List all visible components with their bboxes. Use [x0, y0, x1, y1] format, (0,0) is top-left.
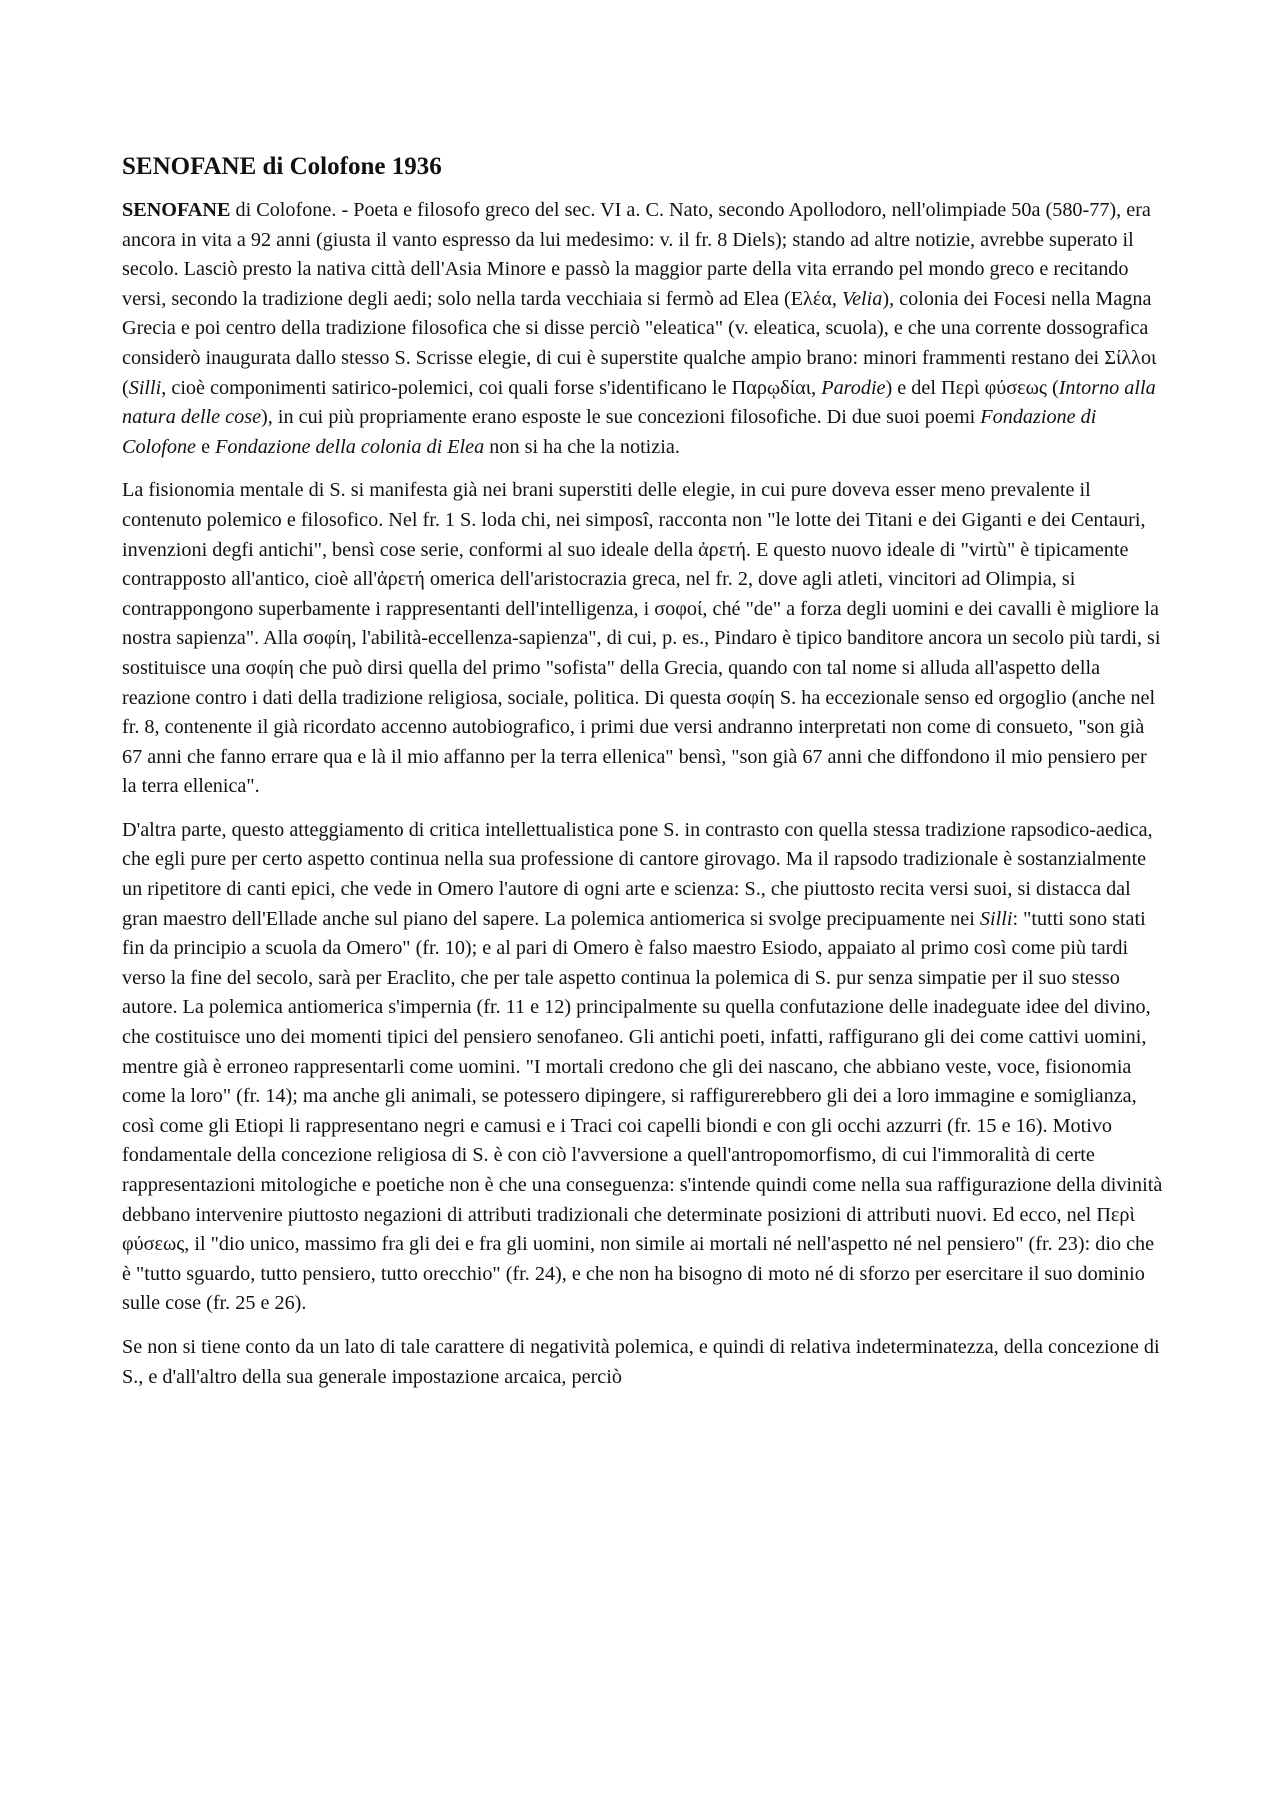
- lead-term: SENOFANE: [122, 199, 231, 221]
- paragraph-4: Se non si tiene conto da un lato di tale carattere di negatività polemica, e quindi di relativa indeterminatezza, della concezione di S., e d'all'altro della sua generale impostazione arcaica, perciò: [122, 1335, 1160, 1388]
- paragraph-3: D'altra parte, questo atteggiamento di critica intellettualistica pone S. in contrasto con quella stessa tradizione rapsodico-aedica, che egli pure per certo aspetto continua nella sua professione di cantore girovago. Ma il rapsodo tradizionale è sostanzialmente un ripetitore di canti epici, che vede in Omero l'autore di ogni arte e scienza: S., che piuttosto recita versi suoi, si distacca dal gran maestro dell'Ellade anche sul piano del sapere. La polemica antiomerica si svolge precipuamente nei Silli: "tutti sono stati fin da principio a scuola da Omero" (fr. 10); e al pari di Omero è falso maestro Esiodo, appaiato al primo così come più tardi verso la fine del secolo, sarà per Eraclito, che per tale aspetto continua la polemica di S. pur senza simpatie per il suo stesso autore. La polemica antiomerica s'impernia (fr. 11 e 12) principalmente su quella confutazione delle inadeguate idee del divino, che costituisce uno dei momenti tipici del pensiero senofaneo. Gli antichi poeti, infatti, raffigurano gli dei come cattivi uomini, mentre già è erroneo rappresentarli come uomini. "I mortali credono che gli dei nascano, che abbiano veste, voce, fisionomia come la loro" (fr. 14); ma anche gli animali, se potessero dipingere, si raffigurerebbero gli dei a loro immagine e somiglianza, così come gli Etiopi li rappresentano negri e camusi e i Traci coi capelli biondi e con gli occhi azzurri (fr. 15 e 16). Motivo fondamentale della concezione religiosa di S. è con ciò l'avversione a quell'antropomorfismo, di cui l'immoralità di certe rappresentazioni mitologiche e poetiche non è che una conseguenza: s'intende quindi come nella sua raffigurazione della divinità debbano intervenire piuttosto negazioni di attributi tradizionali che determinate posizioni di attributi nuovi. Ed ecco, nel Περὶ φύσεως, il "dio unico, massimo fra gli dei e fra gli uomini, non simile ai mortali né nell'aspetto né nel pensiero" (fr. 23): dio che è "tutto sguardo, tutto pensiero, tutto orecchio" (fr. 24), e che non ha bisogno di moto né di sforzo per esercitare il suo dominio sulle cose (fr. 25 e 26).: [122, 818, 1163, 1315]
- paragraph-1: SENOFANE di Colofone. - Poeta e filosofo greco del sec. VI a. C. Nato, secondo Apollodoro, nell'olimpiade 50a (580-77), era ancora in vita a 92 anni (giusta il vanto espresso da lui medesimo: v. il fr. 8 Diels); stando ad altre notizie, avrebbe superato il secolo. Lasciò presto la nativa città dell'Asia Minore e passò la maggior parte della vita errando pel mondo greco e recitando versi, secondo la tradizione degli aedi; solo nella tarda vecchiaia si fermò ad Elea (Ελέα, Velia), colonia dei Focesi nella Magna Grecia e poi centro della tradizione filosofica che si disse perciò "eleatica" (v. eleatica, scuola), e che una corrente dossografica considerò inaugurata dallo stesso S. Scrisse elegie, di cui è superstite qualche ampio brano: minori frammenti restano dei Σίλλοι (Silli, cioè componimenti satirico-polemici, coi quali forse s'identificano le Παρῳδίαι, Parodie) e del Περὶ φύσεως (Intorno alla natura delle cose), in cui più propriamente erano esposte le sue concezioni filosofiche. Di due suoi poemi Fondazione di Colofone e Fondazione della colonia di Elea non si ha che la notizia.: [122, 199, 1157, 458]
- paragraph-2: La fisionomia mentale di S. si manifesta già nei brani superstiti delle elegie, in cui pure doveva esser meno prevalente il contenuto polemico e filosofico. Nel fr. 1 S. loda chi, nei simposî, racconta non "le lotte dei Titani e dei Giganti e dei Centauri, invenzioni degfi antichi", bensì cose serie, conformi al suo ideale della ἀρετή. E questo nuovo ideale di "virtù" è tipicamente contrapposto all'antico, cioè all'ἀρετή omerica dell'aristocrazia greca, nel fr. 2, dove agli atleti, vincitori ad Olimpia, si contrappongono superbamente i rappresentanti dell'intelligenza, i σοφοί, ché "de" a forza degli uomini e dei cavalli è migliore la nostra sapienza". Alla σοφίη, l'abilità-eccellenza-sapienza", di cui, p. es., Pindaro è tipico banditore ancora un secolo più tardi, si sostituisce una σοφίη che può dirsi quella del primo "sofista" della Grecia, quando con tal nome si alluda all'aspetto della reazione contro i dati della tradizione religiosa, sociale, politica. Di questa σοφίη S. ha eccezionale senso ed orgoglio (anche nel fr. 8, contenente il già ricordato accenno autobiografico, i primi due versi andranno interpretati non come di consueto, "son già 67 anni che fanno errare qua e là il mio affanno per la terra ellenica" bensì, "son già 67 anni che diffondono il mio pensiero per la terra ellenica".: [122, 479, 1161, 798]
- document-title: SENOFANE di Colofone 1936: [122, 153, 442, 180]
